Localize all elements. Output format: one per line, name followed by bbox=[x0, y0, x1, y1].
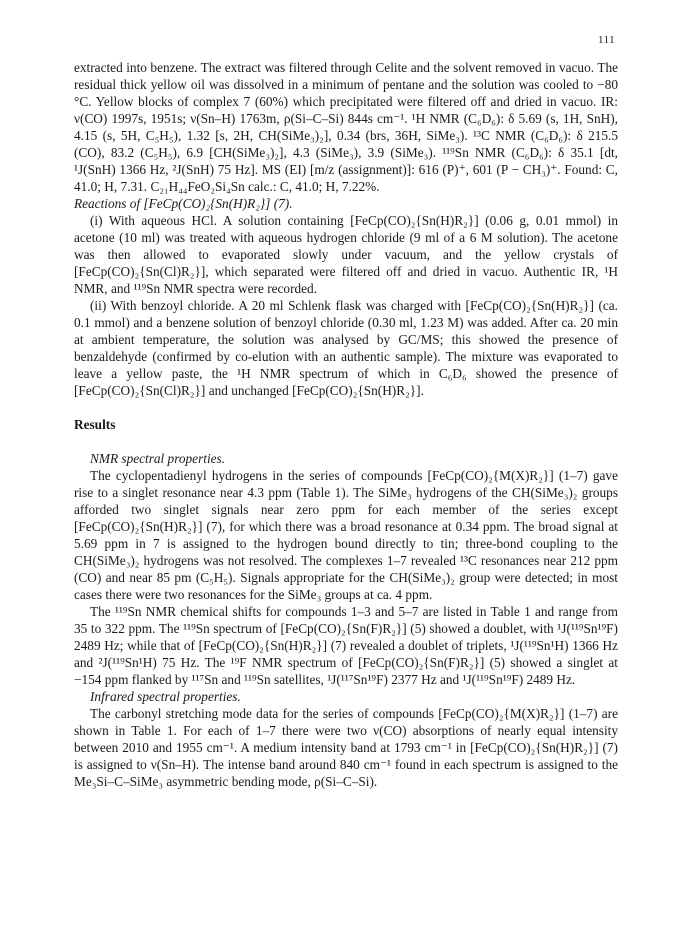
reactions-subsection-heading bbox=[74, 195, 618, 212]
run-in-heading-reactions: Reactions of [FeCp(CO)₂{Sn(H)R₂}] (7). bbox=[74, 196, 293, 211]
page-number: 111 bbox=[598, 34, 616, 46]
paragraph-reaction-hcl: (i) With aqueous HCl. A solution containing [FeCp(CO)₂{Sn(H)R₂}] (0.06 g, 0.01 mmol) in acetone (10 ml) was treated with aqueous hydrogen chloride (9 ml of a 6 M solution). The acetone was then allowed to evaporated slowly under vacuum, and the yellow crystals of [FeCp(CO)₂{Sn(Cl)R₂}], which separated were filtered off and dried in vacuo. Authentic IR, ¹H NMR, and ¹¹⁹Sn NMR spectra were recorded. bbox=[74, 213, 618, 296]
run-in-heading-ir: Infrared spectral properties. bbox=[90, 689, 241, 704]
paragraph-sn-nmr: The ¹¹⁹Sn NMR chemical shifts for compounds 1–3 and 5–7 are listed in Table 1 and range from 35 to 322 ppm. The ¹¹⁹Sn spectrum of [FeCp(CO)₂{Sn(F)R₂}] (5) showed a doublet, with ¹J(¹¹⁹Sn¹⁹F) 2489 Hz; while that of [FeCp(CO)₂{Sn(H)R₂}] (7) revealed a doublet of triplets, ¹J(¹¹⁹Sn¹H) 1366 Hz and ²J(¹¹⁹Sn¹H) 75 Hz. The ¹⁹F NMR spectrum of [FeCp(CO)₂{Sn(F)R₂}] (5) showed a singlet at −154 ppm flanked by ¹¹⁷Sn and ¹¹⁹Sn satellites, ¹J(¹¹⁷Sn¹⁹F) 2377 Hz and ¹J(¹¹⁹Sn¹⁹F) 2489 Hz. bbox=[74, 604, 618, 687]
article-body bbox=[74, 59, 618, 790]
run-in-heading-nmr: NMR spectral properties. bbox=[90, 451, 226, 466]
paragraph-ir-properties: The carbonyl stretching mode data for the series of compounds [FeCp(CO)₂{M(X)R₂}] (1–7) are shown in Table 1. For each of 1–7 there were two ν(CO) absorptions of nearly equal intensity between 2010 and 1955 cm⁻¹. A medium intensity band at 1793 cm⁻¹ in [FeCp(CO)₂{Sn(H)R₂}] (7) is assigned to ν(Sn–H). The intense band around 840 cm⁻¹ found in each spectrum is assigned to the Me₃Si–C–SiMe₃ asymmetric bending mode, ρ(Si–C–Si). bbox=[74, 706, 618, 789]
section-heading-results: Results bbox=[74, 417, 116, 432]
paragraph-ir-heading bbox=[74, 688, 618, 705]
paragraph-nmr-properties: The cyclopentadienyl hydrogens in the series of compounds [FeCp(CO)₂{M(X)R₂}] (1–7) gave rise to a singlet resonance near 4.3 ppm (Table 1). The SiMe₃ hydrogens of the CH(SiMe₃)₂ groups afforded two singlet signals near zero ppm for each member of the series except [FeCp(CO)₂{Sn(H)R₂}] (7), for which there was a broad resonance at 0.34 ppm. The broad signal at 5.69 ppm in 7 is assigned to the hydrogen bound directly to tin; three-bond coupling to the CH(SiMe₃)₂ hydrogens was not resolved. The complexes 1–7 revealed ¹³C resonances near 212 ppm (CO) and near 85 pm (C₅H₅). Signals appropriate for the CH(SiMe₃)₂ group were detected; in most cases there were two resonances for the SiMe₃ groups at ca. 4 ppm. bbox=[74, 468, 618, 602]
paragraph-synthesis-continued: extracted into benzene. The extract was filtered through Celite and the solvent removed in vacuo. The residual thick yellow oil was dissolved in a minimum of pentane and the solution was cooled to −80 °C. Yellow blocks of complex 7 (60%) which precipitated were filtered off and dried in vacuo. IR: ν(CO) 1997s, 1951s; ν(Sn–H) 1763m, ρ(Si–C–Si) 844s cm⁻¹. ¹H NMR (C₆D₆): δ 5.69 (s, 1H, SnH), 4.15 (s, 5H, C₅H₅), 1.32 [s, 2H, CH(SiMe₃)₂], 0.34 (brs, 36H, SiMe₃). ¹³C NMR (C₆D₆): δ 215.5 (CO), 83.2 (C₅H₅), 6.9 [CH(SiMe₃)₂], 4.3 (SiMe₃), 3.9 (SiMe₃). ¹¹⁹Sn NMR (C₆D₆): δ 35.1 [dt, ¹J(SnH) 1366 Hz, ²J(SnH) 75 Hz]. MS (EI) [m/z (assignment)]: 616 (P)⁺, 601 (P − CH₃)⁺. Found: C, 41.0; H, 7.31. C₂₁H₄₄FeO₂Si₄Sn calc.: C, 41.0; H, 7.22%. bbox=[74, 60, 618, 194]
paragraph-reaction-benzoyl-chloride: (ii) With benzoyl chloride. A 20 ml Schlenk flask was charged with [FeCp(CO)₂{Sn(H)R₂}] (ca. 0.1 mmol) and a benzene solution of benzoyl chloride (0.30 ml, 1.23 M) was added. After ca. 20 min at ambient temperature, the solution was analysed by GC/MS; this showed the presence of benzaldehyde (confirmed by co-elution with an authentic sample). The mixture was evaporated to leave a yellow paste, the ¹H NMR spectrum of which in C₆D₆ showed the presence of [FeCp(CO)₂{Sn(Cl)R₂}] and unchanged [FeCp(CO)₂{Sn(H)R₂}]. bbox=[74, 298, 618, 398]
paragraph-nmr-heading bbox=[74, 450, 618, 467]
